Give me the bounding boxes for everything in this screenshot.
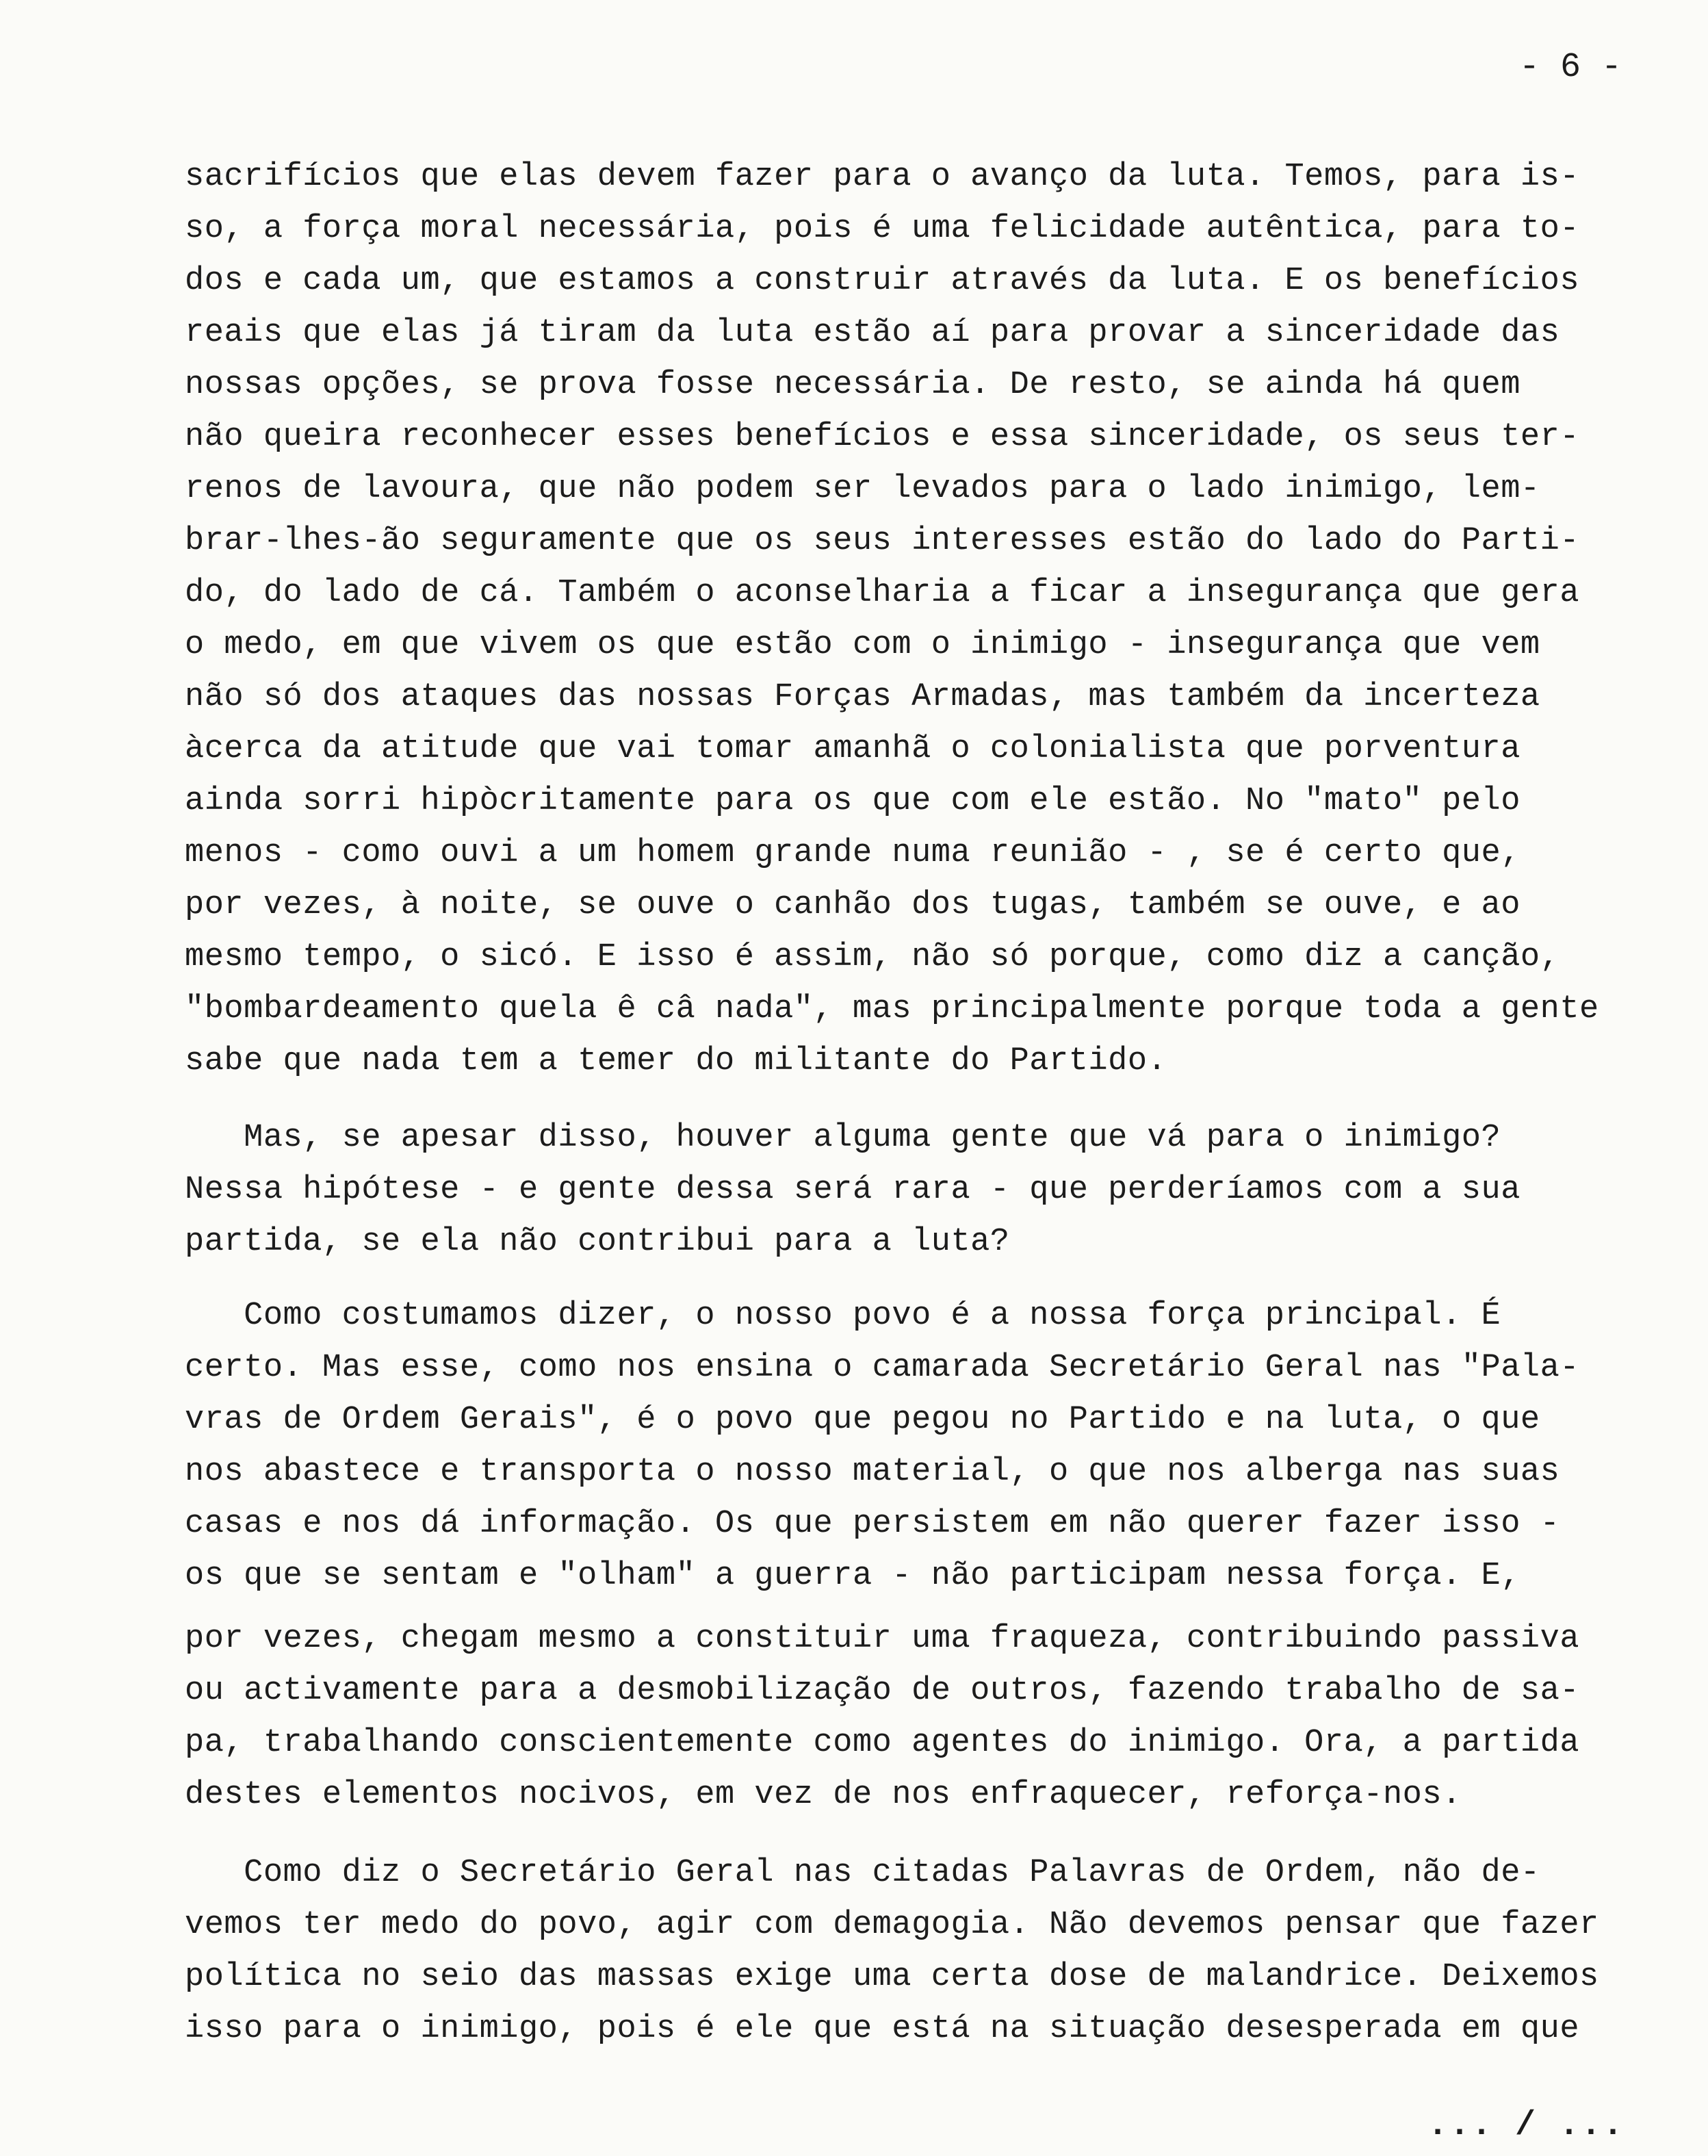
text-line: Como diz o Secretário Geral nas citadas Palavras de Ordem, não de- — [185, 1855, 1540, 1891]
text-line: brar-lhes-ão seguramente que os seus interesses estão do lado do Parti- — [185, 523, 1580, 559]
text-line: vras de Ordem Gerais", é o povo que pegou no Partido e na luta, o que — [185, 1402, 1540, 1438]
text-line: partida, se ela não contribui para a luta? — [185, 1224, 1010, 1260]
text-line: certo. Mas esse, como nos ensina o camarada Secretário Geral nas "Pala- — [185, 1350, 1580, 1386]
text-line: sabe que nada tem a temer do militante do Partido. — [185, 1043, 1167, 1079]
text-line: sacrifícios que elas devem fazer para o avanço da luta. Temos, para is- — [185, 159, 1580, 195]
text-line: ainda sorri hipòcritamente para os que com ele estão. No "mato" pelo — [185, 783, 1521, 819]
text-line: isso para o inimigo, pois é ele que está na situação desesperada em que — [185, 2011, 1580, 2047]
text-line: reais que elas já tiram da luta estão aí para provar a sinceridade das — [185, 315, 1560, 351]
text-line: casas e nos dá informação. Os que persistem em não querer fazer isso - — [185, 1506, 1560, 1542]
text-line: "bombardeamento quela ê câ nada", mas principalmente porque toda a gente — [185, 991, 1599, 1027]
text-line: Mas, se apesar disso, houver alguma gente que vá para o inimigo? — [185, 1120, 1501, 1156]
text-line: por vezes, à noite, se ouve o canhão dos tugas, também se ouve, e ao — [185, 887, 1521, 923]
text-line: não queira reconhecer esses benefícios e essa sinceridade, os seus ter- — [185, 419, 1580, 455]
text-line: política no seio das massas exige uma certa dose de malandrice. Deixemos — [185, 1959, 1599, 1995]
text-line: vemos ter medo do povo, agir com demagogia. Não devemos pensar que fazer — [185, 1907, 1599, 1943]
text-line: àcerca da atitude que vai tomar amanhã o colonialista que porventura — [185, 731, 1521, 767]
text-line: o medo, em que vivem os que estão com o inimigo - insegurança que vem — [185, 627, 1540, 663]
text-line: destes elementos nocivos, em vez de nos enfraquecer, reforça-nos. — [185, 1777, 1462, 1813]
text-line: por vezes, chegam mesmo a constituir uma fraqueza, contribuindo passiva — [185, 1621, 1580, 1657]
text-line: ou activamente para a desmobilização de outros, fazendo trabalho de sa- — [185, 1673, 1580, 1709]
text-line: os que se sentam e "olham" a guerra - não participam nessa força. E, — [185, 1558, 1521, 1594]
text-line: Como costumamos dizer, o nosso povo é a nossa força principal. É — [185, 1298, 1501, 1334]
text-line: do, do lado de cá. Também o aconselharia a ficar a insegurança que gera — [185, 575, 1580, 611]
continuation-mark: ... / ... — [1427, 2106, 1625, 2145]
text-line: dos e cada um, que estamos a construir através da luta. E os benefícios — [185, 263, 1580, 299]
text-line: pa, trabalhando conscientemente como agentes do inimigo. Ora, a partida — [185, 1725, 1580, 1761]
text-line: renos de lavoura, que não podem ser levados para o lado inimigo, lem- — [185, 471, 1540, 507]
page-number: - 6 - — [1519, 48, 1622, 87]
text-line: não só dos ataques das nossas Forças Armadas, mas também da incerteza — [185, 679, 1540, 715]
text-line: nos abastece e transporta o nosso material, o que nos alberga nas suas — [185, 1454, 1560, 1490]
text-line: so, a força moral necessária, pois é uma felicidade autêntica, para to- — [185, 211, 1580, 247]
text-line: mesmo tempo, o sicó. E isso é assim, não só porque, como diz a canção, — [185, 939, 1560, 975]
text-line: Nessa hipótese - e gente dessa será rara - que perderíamos com a sua — [185, 1172, 1521, 1208]
text-line: nossas opções, se prova fosse necessária. De resto, se ainda há quem — [185, 367, 1521, 403]
text-line: menos - como ouvi a um homem grande numa reunião - , se é certo que, — [185, 835, 1521, 871]
